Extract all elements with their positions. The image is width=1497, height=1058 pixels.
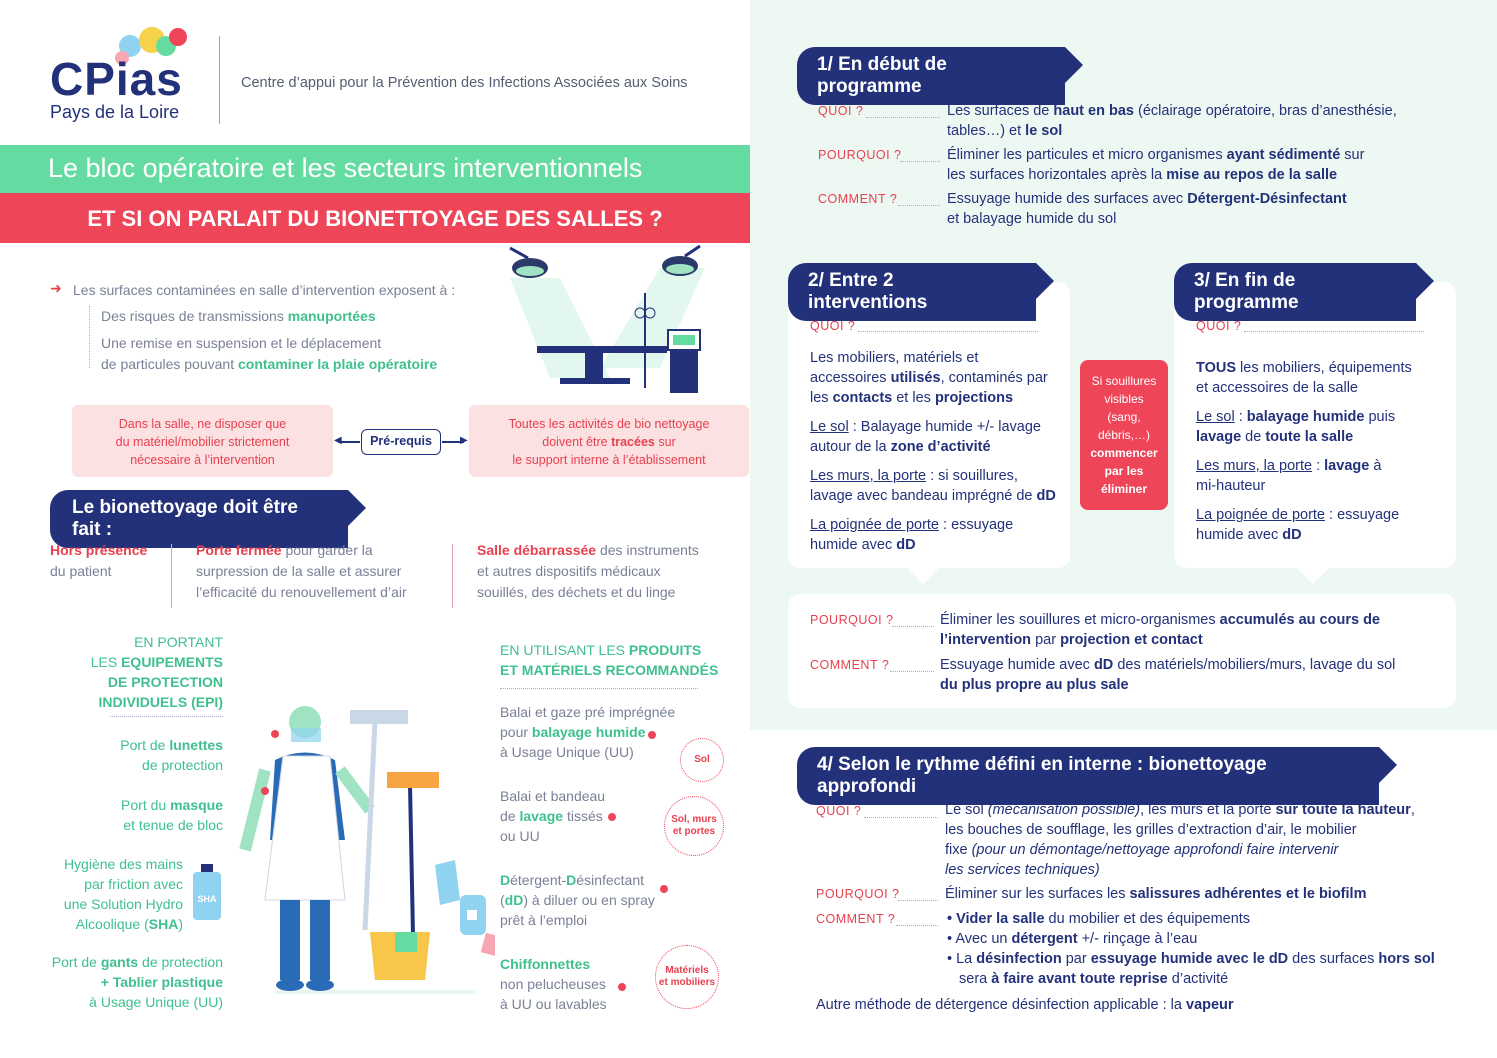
section-2-poignee: La poignée de porte : essuyage humide avec dD — [810, 517, 1014, 553]
label-rule — [866, 117, 940, 118]
logo-region: Pays de la Loire — [50, 102, 180, 122]
sha-bottle-icon: SHA — [193, 872, 221, 920]
shared-pourquoi-label: POURQUOI ? — [810, 613, 894, 627]
label-rule — [900, 161, 940, 162]
condition-divider-1 — [171, 544, 172, 608]
callout-dot — [618, 983, 626, 991]
cleaning-staff-illustration — [235, 700, 495, 1000]
intro-risk-2-line2: de particules pouvant contaminer la plaie opératoire — [101, 356, 438, 372]
callout-dot — [271, 730, 279, 738]
section-1-title: 1/ En début de programme — [797, 47, 1065, 105]
section-4-title: 4/ Selon le rythme défini en interne : bionettoyage approfondi — [797, 747, 1379, 805]
arrow-left-icon: ◀ — [334, 435, 342, 446]
callout-dot — [261, 787, 269, 795]
section-4-pourquoi: Éliminer sur les surfaces les salissures adhérentes et le biofilm — [945, 886, 1367, 902]
logo: CPias — [50, 53, 183, 105]
shared-comment: Essuyage humide avec dD des matériels/mobiliers/murs, lavage du sol du plus propre au plus sale — [940, 657, 1396, 693]
products-heading: EN UTILISANT LES PRODUITS ET MATÉRIELS RECOMMANDÉS — [500, 642, 719, 678]
section-3-quoi: TOUS les mobiliers, équipements et accessoires de la salle — [1196, 360, 1412, 396]
product-detergent: Détergent-Désinfectant (dD) à diluer ou en spray prêt à l’emploi — [500, 872, 655, 928]
section-3-poignee: La poignée de porte : essuyage humide avec dD — [1196, 507, 1400, 543]
callout-dot — [660, 885, 668, 893]
section-1-quoi: Les surfaces de haut en bas (éclairage opératoire, bras d’anesthésie, tables…) et le sol — [947, 103, 1397, 139]
page-question: ET SI ON PARLAIT DU BIONETTOYAGE DES SALLES ? — [87, 206, 663, 231]
label-rule — [858, 331, 1038, 332]
section-2-title: 2/ Entre 2 interventions — [788, 263, 1036, 321]
section-1-pourquoi: Éliminer les particules et micro organismes ayant sédimenté sur les surfaces horizontales après la mise au repos de la salle — [947, 147, 1365, 183]
section-3-title: 3/ En fin de programme — [1174, 263, 1416, 321]
section-4-quoi: Le sol (mécanisation possible), les murs et la porte sur toute la hauteur, les bouches de soufflage, les grilles d’extraction d’air, le mobilier fixe (pour un démontage/nettoyage approfondi faire intervenir les services techniques) — [945, 802, 1415, 878]
product-balai-bandeau: Balai et bandeau de lavage tissés ou UU — [500, 788, 606, 844]
header-divider — [219, 36, 220, 124]
label-rule — [1244, 331, 1424, 332]
epi-heading: EN PORTANT LES EQUIPEMENTS DE PROTECTION INDIVIDUELS (EPI) — [90, 634, 223, 710]
tag-materiels-mobiliers: Matériels et mobiliers — [655, 945, 719, 1009]
tag-sol: Sol — [680, 738, 724, 782]
shared-pourquoi: Éliminer les souillures et micro-organismes accumulés au cours de l’intervention par projection et contact — [940, 612, 1380, 648]
intro-lead: Les surfaces contaminées en salle d’intervention exposent à : — [73, 282, 456, 298]
arrow-right-small-icon: ▶ — [460, 435, 468, 446]
conditions-title: Le bionettoyage doit être fait : — [50, 490, 348, 548]
prereq-right-box: Toutes les activités de bio nettoyage doivent être tracées sur le support interne à l’établissement — [469, 405, 749, 477]
title-banner — [0, 145, 750, 193]
intro-bracket — [89, 306, 90, 368]
section-4-quoi-label: QUOI ? — [816, 804, 862, 818]
operating-room-illustration — [490, 238, 720, 398]
section-2-quoi: Les mobiliers, matériels et accessoires utilisés, contaminés par les contacts et les projections — [810, 350, 1048, 406]
section-2-sol: Le sol : Balayage humide +/- lavage autour de la zone d’activité — [810, 419, 1041, 455]
label-rule — [890, 671, 934, 672]
callout-dot — [608, 813, 616, 821]
label-rule — [896, 925, 938, 926]
condition-divider-2 — [452, 544, 453, 608]
section-3-quoi-label: QUOI ? — [1196, 319, 1242, 333]
intro-risk-2-line1: Une remise en suspension et le déplacement — [101, 335, 382, 351]
section-4-comment: • Vider la salle du mobilier et des équipements • Avec un détergent +/- rinçage à l’eau • La désinfection par essuyage humide avec le dD des surfaces hors sol sera à faire avant toute reprise d’activité — [947, 911, 1435, 987]
page-title: Le bloc opératoire et les secteurs interventionnels — [48, 153, 643, 183]
header-subtitle: Centre d’appui pour la Prévention des Infections Associées aux Soins — [241, 75, 688, 91]
section-3-murs: Les murs, la porte : lavage à mi-hauteur — [1196, 458, 1382, 494]
products-heading-rule — [500, 688, 698, 689]
condition-room: Salle débarrassée des instruments et autres dispositifs médicaux souillés, des déchets et du linge — [477, 542, 699, 600]
product-chiffonnettes: Chiffonnettes non pelucheuses à UU ou lavables — [500, 956, 607, 1012]
section-4-pourquoi-label: POURQUOI ? — [816, 887, 900, 901]
section-4-comment-label: COMMENT ? — [816, 912, 896, 926]
product-balai-gaze: Balai et gaze pré imprégnée pour balayage humide à Usage Unique (UU) — [500, 704, 676, 760]
label-rule — [892, 626, 934, 627]
tag-sol-murs-portes: Sol, murs et portes — [664, 796, 724, 856]
question-banner — [0, 193, 750, 243]
section-2-quoi-label: QUOI ? — [810, 319, 856, 333]
shared-comment-label: COMMENT ? — [810, 658, 890, 672]
section-3-sol: Le sol : balayage humide puis lavage de toute la salle — [1196, 409, 1396, 445]
section-4-alternative: Autre méthode de détergence désinfection applicable : la vapeur — [816, 997, 1234, 1013]
epi-mask: Port du masque et tenue de bloc — [121, 797, 223, 833]
section-1-pourquoi-label: POURQUOI ? — [818, 148, 902, 162]
label-rule — [898, 205, 940, 206]
epi-gloves: Port de gants de protection + Tablier plastique à Usage Unique (UU) — [51, 954, 223, 1010]
epi-glasses: Port de lunettes de protection — [120, 737, 223, 773]
prereq-left-box: Dans la salle, ne disposer que du matériel/mobilier strictement nécessaire à l’intervention — [72, 405, 333, 477]
condition-door: Porte fermée pour garder la surpression de la salle et assurer l’efficacité du renouvellement d’air — [196, 542, 407, 600]
section-1-comment-label: COMMENT ? — [818, 192, 898, 206]
intro-risk-1: Des risques de transmissions manuportées — [101, 308, 376, 324]
visible-soiling-badge: Si souillures visibles (sang, débris,…) commencer par les éliminer — [1080, 360, 1168, 510]
callout-dot — [648, 731, 656, 739]
label-rule — [898, 900, 938, 901]
arrow-right-icon: ➜ — [50, 280, 62, 296]
section-1-quoi-label: QUOI ? — [818, 104, 864, 118]
epi-hand-hygiene: Hygiène des mains par friction avec une Solution Hydro Alcoolique (SHA) — [63, 856, 183, 932]
section-2-murs: Les murs, la porte : si souillures, lavage avec bandeau imprégné de dD — [810, 468, 1056, 504]
prereq-label: Pré-requis — [361, 429, 441, 455]
label-rule — [864, 817, 938, 818]
condition-patient: Hors présence du patient — [50, 542, 148, 579]
card-pointer — [1295, 566, 1331, 584]
epi-heading-rule — [110, 716, 223, 717]
card-pointer — [905, 566, 941, 584]
section-1-comment: Essuyage humide des surfaces avec Détergent-Désinfectant et balayage humide du sol — [947, 191, 1347, 227]
